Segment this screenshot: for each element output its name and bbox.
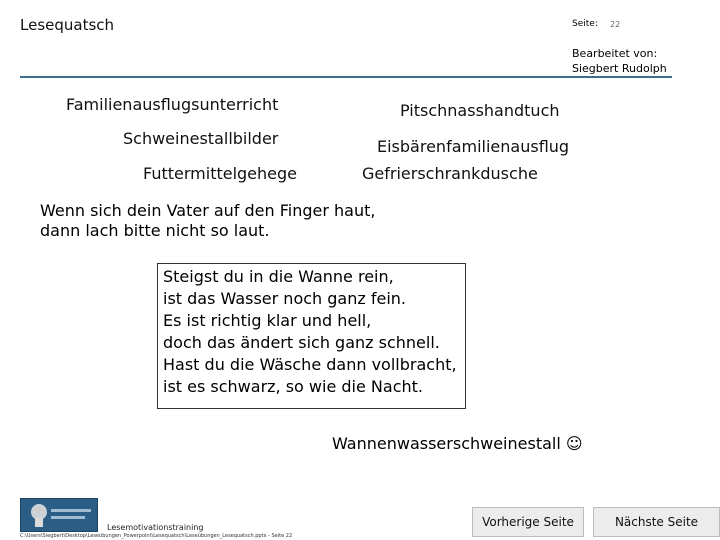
riddle-line: dann lach bitte nicht so laut. xyxy=(40,221,270,240)
compound-word: Eisbärenfamilienausflug xyxy=(377,137,570,156)
author-block xyxy=(572,46,667,76)
answer-text: Wannenwasserschweinestall ☺ xyxy=(332,434,583,453)
compound-word: Pitschnasshandtuch xyxy=(400,101,560,120)
poem-line: Hast du die Wäsche dann vollbracht, xyxy=(163,355,457,374)
riddle-line: Wenn sich dein Vater auf den Finger haut, xyxy=(40,201,376,220)
footer-file-path: C:\Users\Siegbert\Desktop\Leseübungen_Powerpoint\Lesequatsch\Leseübungen_Lesequatsch.pptx - Seite 22 xyxy=(20,533,293,539)
poem-box xyxy=(157,263,466,409)
poem-line: ist das Wasser noch ganz fein. xyxy=(163,289,406,308)
edited-by-label: Bearbeitet von: xyxy=(572,47,658,60)
page-number: 22 xyxy=(610,20,621,29)
footer-title: Lesemotivationstraining xyxy=(107,523,204,532)
compound-word: Schweinestallbilder xyxy=(123,129,279,148)
page-label: Seite: xyxy=(572,19,598,29)
header-divider xyxy=(20,76,672,78)
compound-word: Gefrierschrankdusche xyxy=(362,164,538,183)
poem-line: doch das ändert sich ganz schnell. xyxy=(163,333,440,352)
compound-word: Futtermittelgehege xyxy=(143,164,298,183)
author-name: Siegbert Rudolph xyxy=(572,62,667,75)
compound-word: Familienausflugsunterricht xyxy=(66,95,279,114)
next-page-button[interactable]: Nächste Seite xyxy=(593,507,720,537)
riddle-text xyxy=(40,201,375,241)
previous-page-button[interactable]: Vorherige Seite xyxy=(472,507,584,537)
poem-line: Es ist richtig klar und hell, xyxy=(163,311,372,330)
poem-line: Steigst du in die Wanne rein, xyxy=(163,267,394,286)
app-title: Lesequatsch xyxy=(20,16,115,34)
poem-line: ist es schwarz, so wie die Nacht. xyxy=(163,377,423,396)
logo xyxy=(20,498,98,532)
